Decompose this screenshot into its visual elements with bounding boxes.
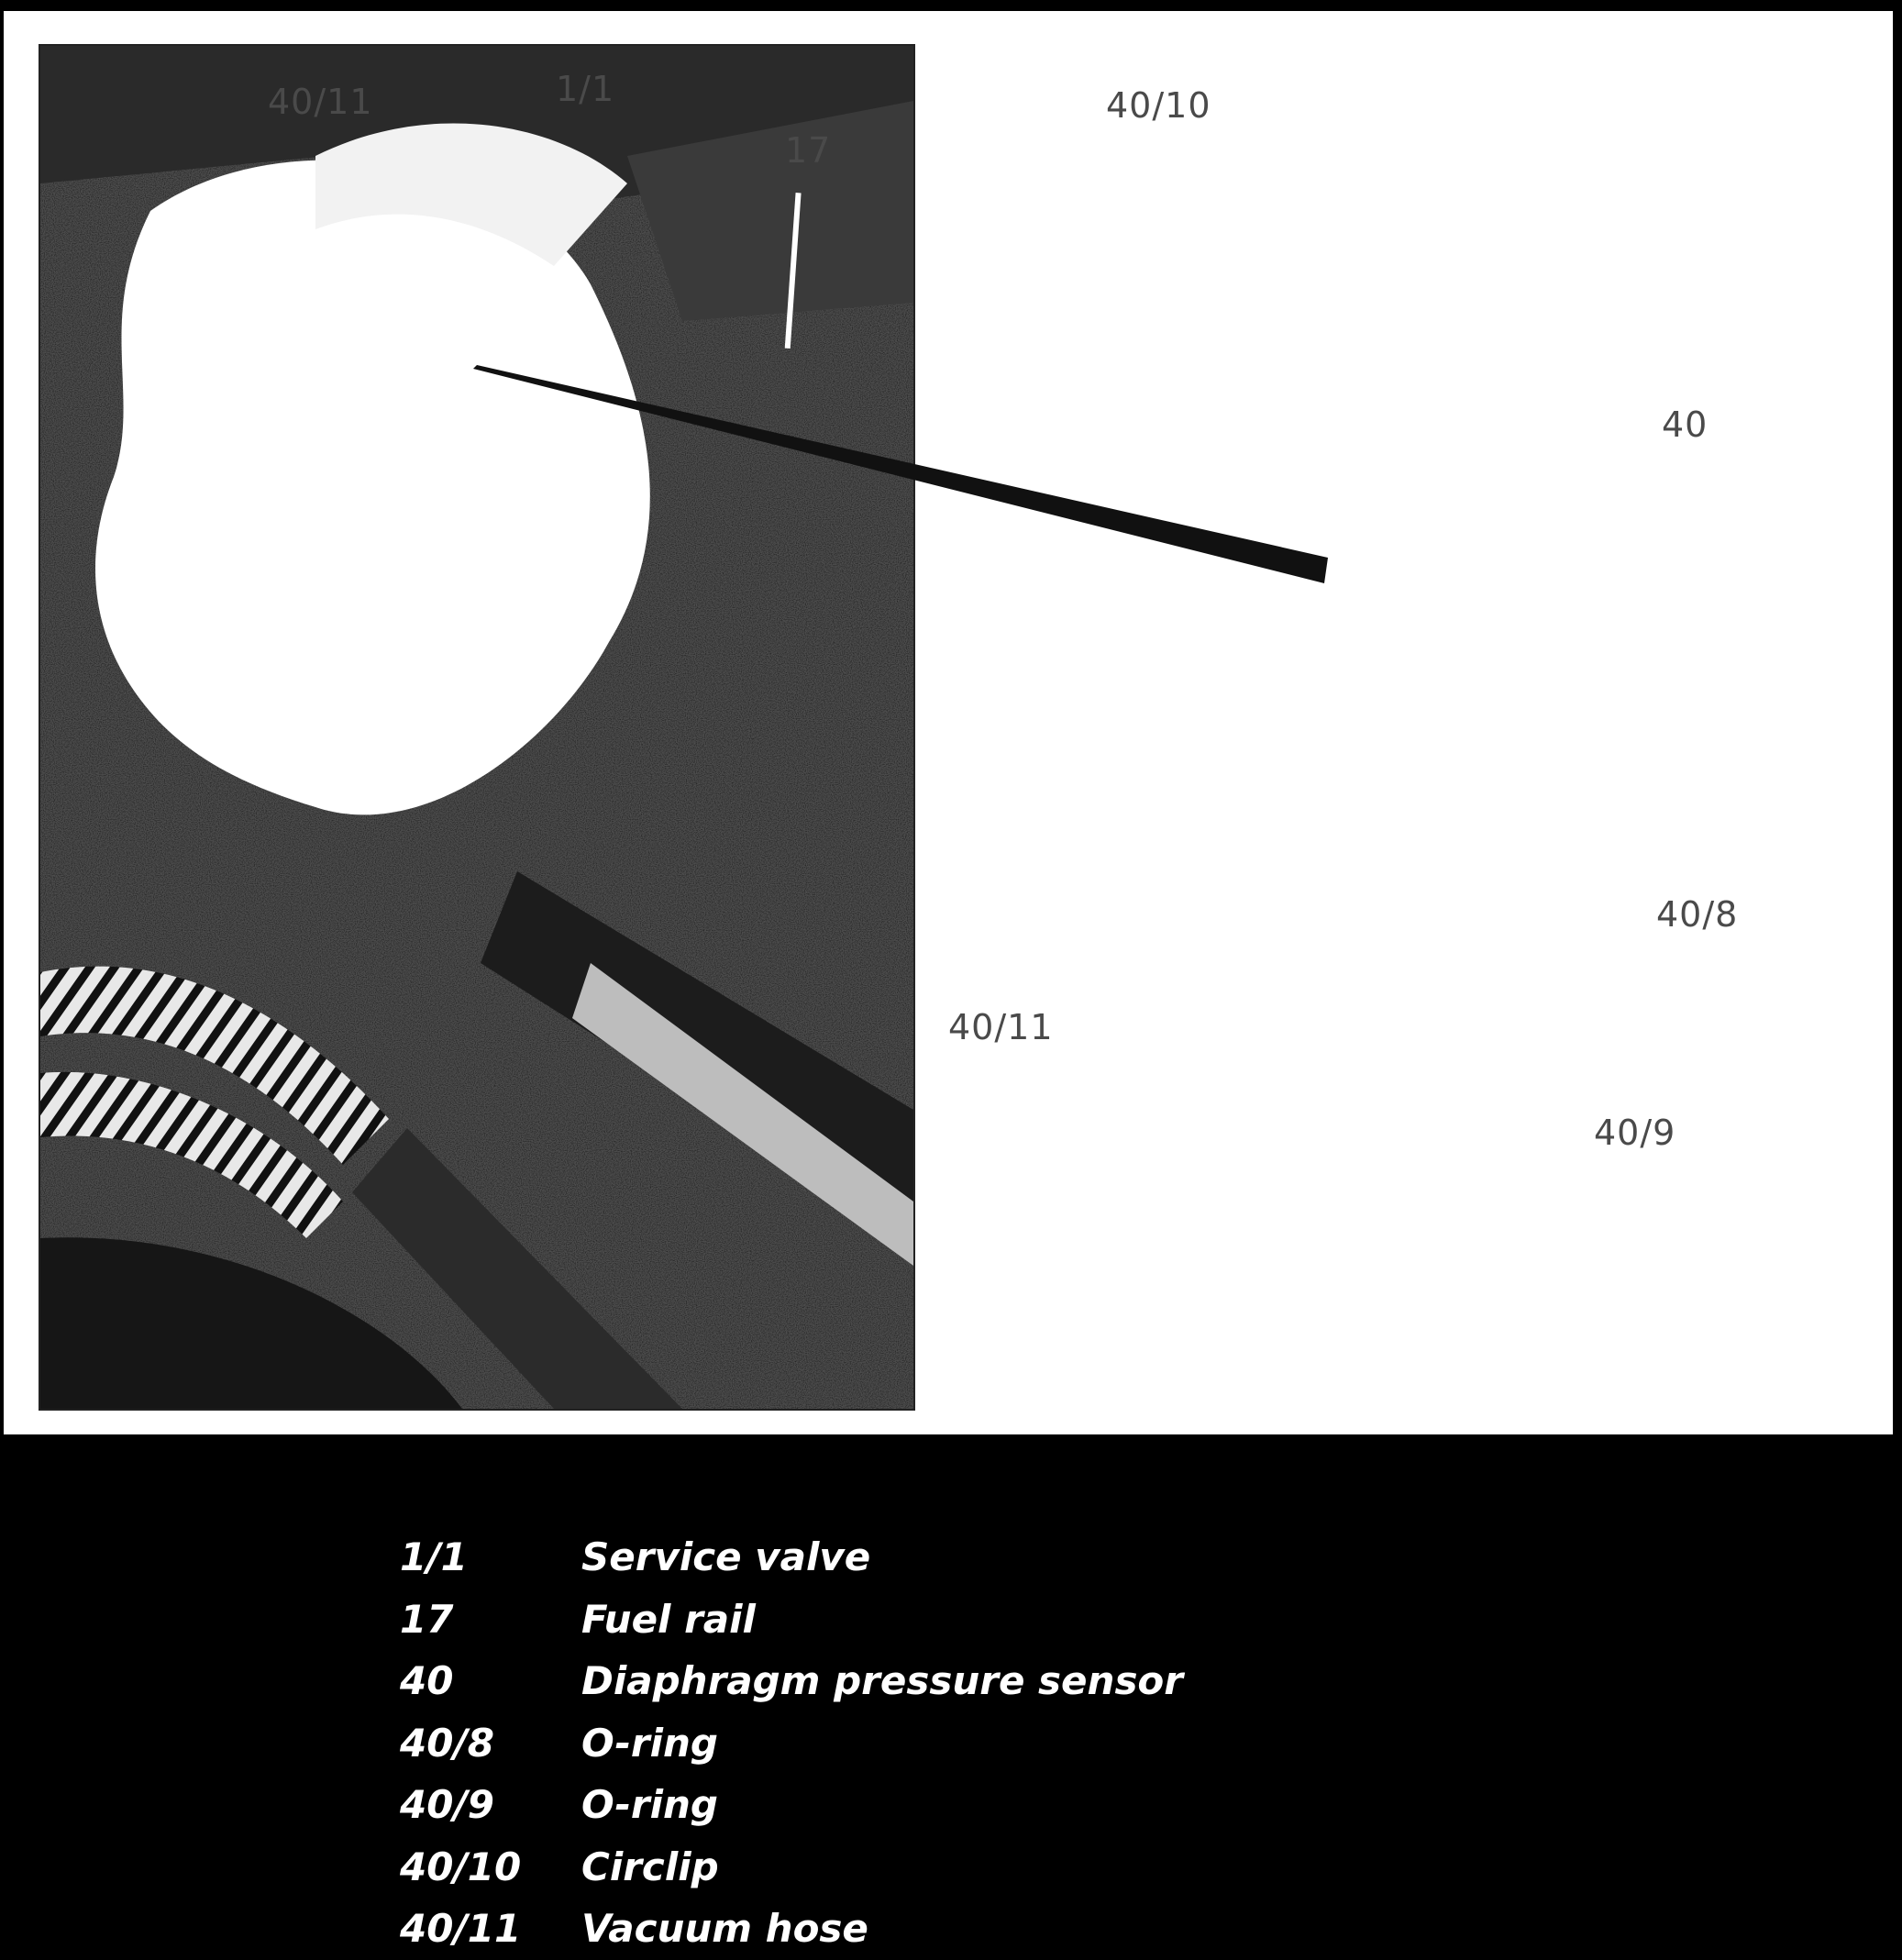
- legend-code: 40: [400, 1658, 454, 1704]
- legend-code: 40/11: [400, 1906, 522, 1952]
- callout-40-10: 40/10: [1106, 85, 1211, 126]
- legend-code: 40/8: [400, 1720, 495, 1766]
- parts-legend: [400, 1526, 1592, 1960]
- callout-40-11-right: 40/11: [948, 1007, 1054, 1047]
- legend-label: O-ring: [581, 1720, 718, 1766]
- legend-code: 40/10: [400, 1844, 522, 1889]
- legend-code: 17: [400, 1596, 454, 1642]
- callout-40-9: 40/9: [1594, 1113, 1676, 1153]
- callout-40: 40: [1662, 404, 1708, 445]
- legend-label: Circlip: [581, 1844, 719, 1889]
- legend-label: Diaphragm pressure sensor: [581, 1658, 1184, 1704]
- legend-row: [400, 1774, 1592, 1836]
- legend-row: [400, 1836, 1592, 1899]
- legend-label: Vacuum hose: [581, 1906, 868, 1952]
- callout-1-1: 1/1: [556, 69, 615, 109]
- legend-code: 1/1: [400, 1534, 468, 1580]
- callout-40-8: 40/8: [1656, 894, 1739, 935]
- legend-row: [400, 1589, 1592, 1651]
- legend-row: [400, 1898, 1592, 1960]
- legend-label: Fuel rail: [581, 1596, 756, 1642]
- legend-row: [400, 1650, 1592, 1712]
- legend-label: Service valve: [581, 1534, 871, 1580]
- legend-row: [400, 1712, 1592, 1775]
- callout-17: 17: [785, 130, 832, 171]
- legend-code: 40/9: [400, 1782, 495, 1828]
- callout-40-11-top: 40/11: [268, 82, 373, 122]
- legend-row: [400, 1526, 1592, 1589]
- legend-label: O-ring: [581, 1782, 718, 1828]
